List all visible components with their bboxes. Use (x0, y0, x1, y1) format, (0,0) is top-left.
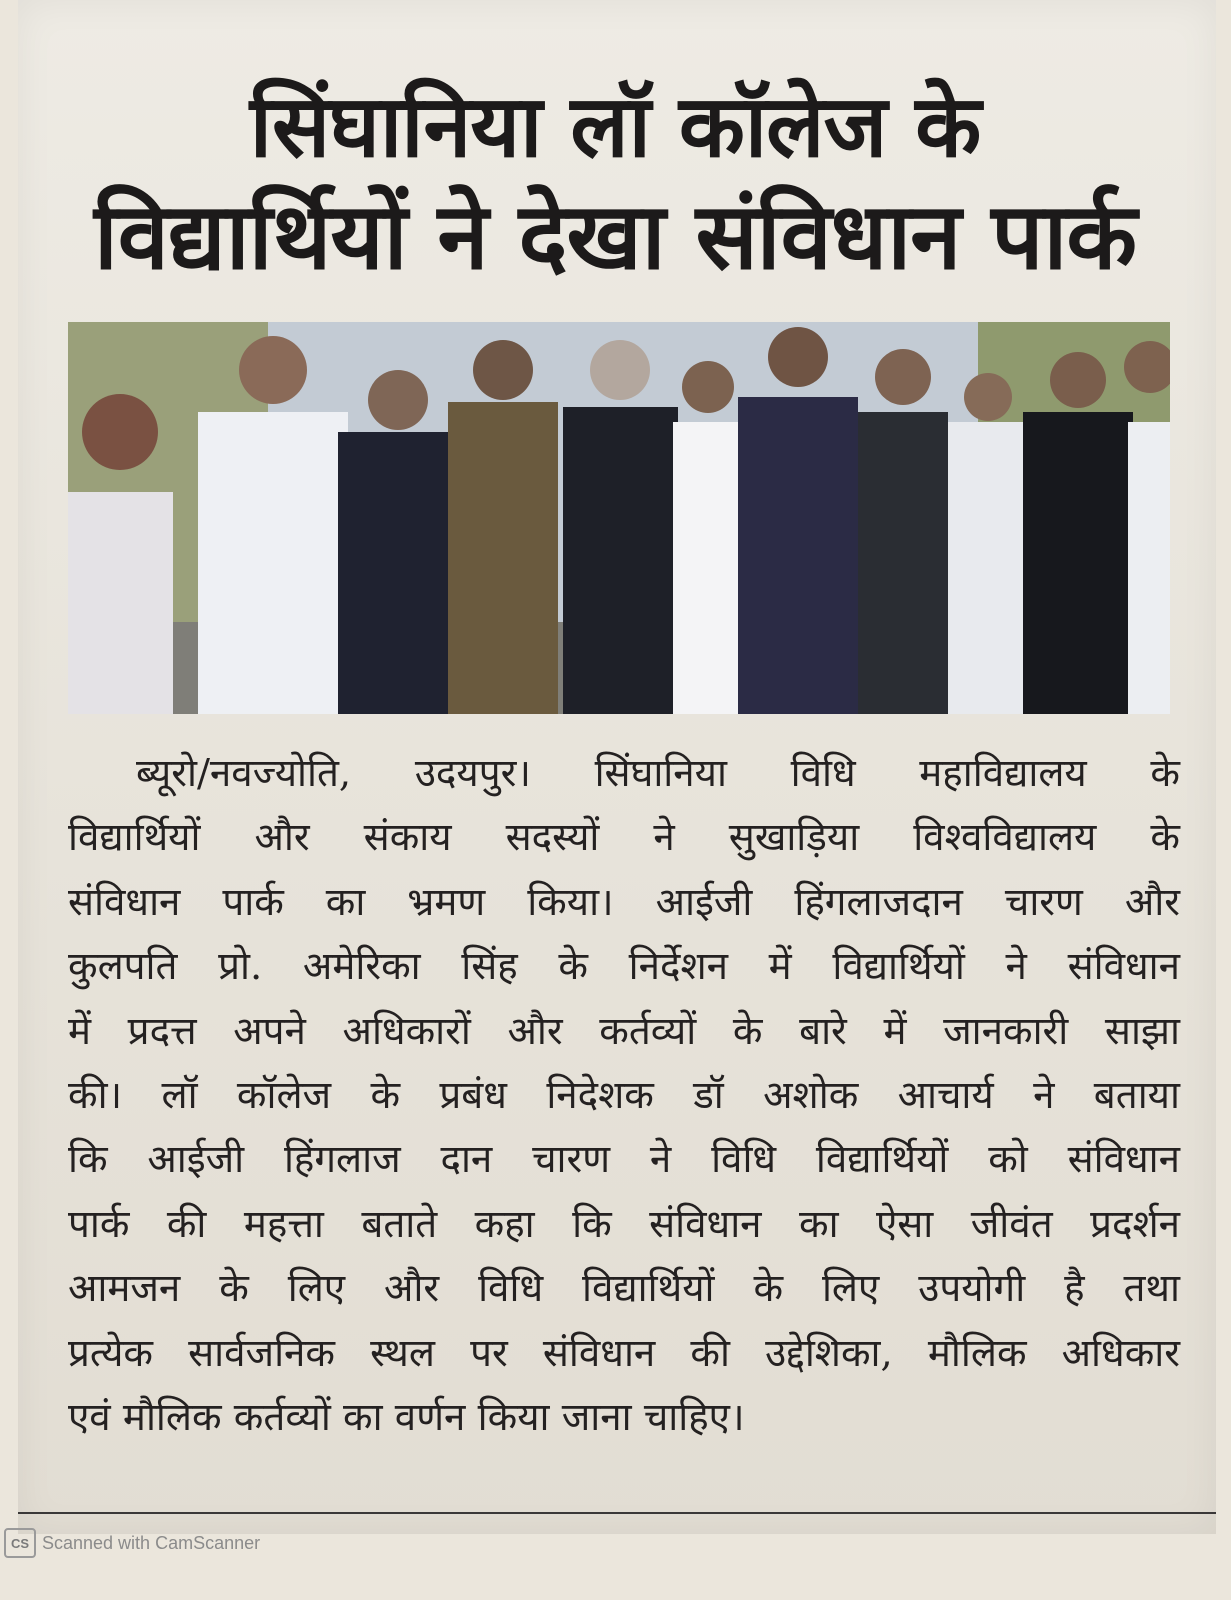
article-line: संविधान पार्क का भ्रमण किया। आईजी हिंगलाजदान चारण और (68, 879, 1180, 925)
article-line: कुलपति प्रो. अमेरिका सिंह के निर्देशन में विद्यार्थियों ने संविधान (68, 944, 1180, 990)
scanner-text: Scanned with CamScanner (42, 1532, 261, 1553)
article-line: एवं मौलिक कर्तव्यों का वर्णन किया जाना चाहिए। (68, 1395, 745, 1441)
article-line: पार्क की महत्ता बताते कहा कि संविधान का ऐसा जीवंत प्रदर्शन (68, 1201, 1180, 1247)
news-photo (68, 322, 1170, 714)
article-line: कि आईजी हिंगलाज दान चारण ने विधि विद्यार्थियों को संविधान (68, 1137, 1180, 1183)
article-line: में प्रदत्त अपने अधिकारों और कर्तव्यों के बारे में जानकारी साझा (68, 1008, 1180, 1054)
article-line: प्रत्येक सार्वजनिक स्थल पर संविधान की उद्देशिका, मौलिक अधिकार (68, 1330, 1180, 1376)
article-line: आमजन के लिए और विधि विद्यार्थियों के लिए उपयोगी है तथा (68, 1266, 1180, 1312)
headline-line-2: विद्यार्थियों ने देखा संविधान पार्क (93, 182, 1137, 290)
article-line: ब्यूरो/नवज्योति, उदयपुर। सिंघानिया विधि महाविद्यालय के (136, 751, 1180, 796)
group-photo-illustration (68, 322, 1170, 714)
scanner-watermark (4, 1526, 260, 1560)
article-body (68, 742, 1180, 1450)
camscanner-logo-icon: CS (4, 1528, 36, 1558)
headline-line-1: सिंघानिया लॉ कॉलेज के (249, 76, 981, 177)
clipping-bottom-rule (18, 1512, 1216, 1514)
article-line: विद्यार्थियों और संकाय सदस्यों ने सुखाड़िया विश्वविद्यालय के (68, 815, 1180, 861)
article-line: की। लॉ कॉलेज के प्रबंध निदेशक डॉ अशोक आचार्य ने बताया (68, 1073, 1180, 1119)
